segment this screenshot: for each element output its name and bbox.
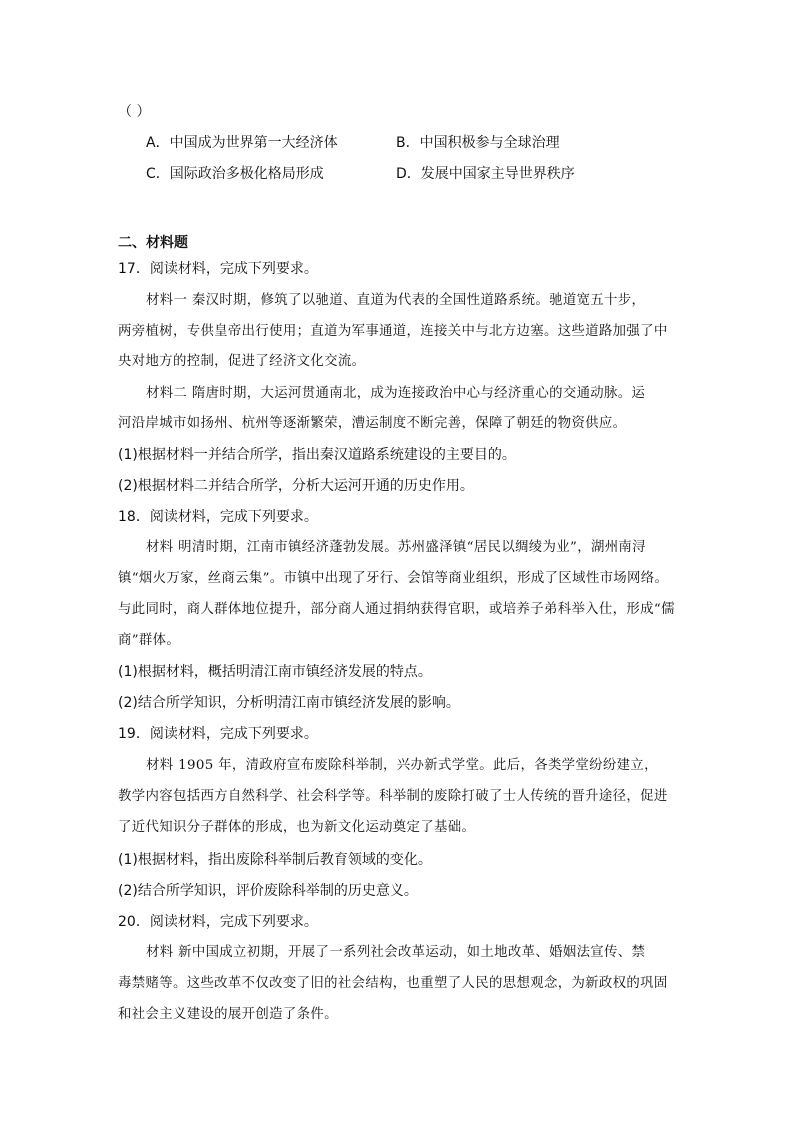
q17-material1-line: 央对地方的控制，促进了经济文化交流。 [118, 354, 366, 369]
q18-material-line: 商”群体。 [118, 633, 181, 648]
question-18-stem: 18．阅读材料，完成下列要求。 [118, 509, 318, 525]
q20-material-line: 材料 新中国成立初期，开展了一系列社会改革运动，如土地改革、婚姻法宣传、禁 [146, 945, 646, 960]
q19-material-line: 了近代知识分子群体的形成，也为新文化运动奠定了基础。 [118, 820, 476, 835]
q19-subquestion-1: (1)根据材料，指出废除科举制后教育领域的变化。 [118, 852, 432, 868]
q19-subquestion-2: (2)结合所学知识，评价废除科举制的历史意义。 [118, 883, 418, 899]
option-c: C．国际政治多极化格局形成 [146, 166, 324, 182]
q18-subquestion-2: (2)结合所学知识，分析明清江南市镇经济发展的影响。 [118, 695, 460, 711]
q18-material-line: 与此同时，商人群体地位提升，部分商人通过捐纳获得官职，或培养子弟科举入仕，形成“儒 [118, 602, 675, 617]
q20-material-line: 毒禁赌等。这些改革不仅改变了旧的社会结构，也重塑了人民的思想观念，为新政权的巩固 [118, 976, 668, 991]
q17-subquestion-1: (1)根据材料一并结合所学，指出秦汉道路系统建设的主要目的。 [118, 447, 516, 463]
q20-material-line: 和社会主义建设的展开创造了条件。 [118, 1007, 338, 1022]
q18-subquestion-1: (1)根据材料，概括明清江南市镇经济发展的特点。 [118, 664, 432, 680]
q17-material2-line: 材料二 隋唐时期，大运河贯通南北，成为连接政治中心与经济重心的交通动脉。运 [146, 386, 646, 401]
option-b: B．中国积极参与全球治理 [396, 135, 560, 151]
q17-material1-line: 材料一 秦汉时期，修筑了以驰道、直道为代表的全国性道路系统。驰道宽五十步， [146, 293, 646, 308]
q18-material-line: 材料 明清时期，江南市镇经济蓬勃发展。苏州盛泽镇“居民以绸绫为业”，湖州南浔 [146, 540, 646, 555]
q18-material-line: 镇“烟火万家，丝商云集”。市镇中出现了牙行、会馆等商业组织，形成了区域性市场网络。 [118, 571, 669, 586]
section-title: 二、材料题 [118, 235, 188, 251]
question-19-stem: 19．阅读材料，完成下列要求。 [118, 726, 318, 742]
q17-subquestion-2: (2)根据材料二并结合所学，分析大运河开通的历史作用。 [118, 478, 474, 494]
answer-bracket: （ ） [118, 104, 151, 120]
q19-material-line: 教学内容包括西方自然科学、社会科学等。科举制的废除打破了士人传统的晋升途径，促进 [118, 789, 668, 804]
question-20-stem: 20．阅读材料，完成下列要求。 [118, 914, 318, 930]
option-d: D．发展中国家主导世界秩序 [396, 166, 575, 182]
q17-material2-line: 河沿岸城市如扬州、杭州等逐渐繁荣，漕运制度不断完善，保障了朝廷的物资供应。 [118, 416, 627, 431]
option-a: A．中国成为世界第一大经济体 [146, 135, 338, 151]
q19-material-line: 材料 1905 年，清政府宣布废除科举制，兴办新式学堂。此后，各类学堂纷纷建立， [146, 758, 658, 773]
question-17-stem: 17．阅读材料，完成下列要求。 [118, 261, 318, 277]
q17-material1-line: 两旁植树，专供皇帝出行使用；直道为军事通道，连接关中与北方边塞。这些道路加强了中 [118, 324, 668, 339]
